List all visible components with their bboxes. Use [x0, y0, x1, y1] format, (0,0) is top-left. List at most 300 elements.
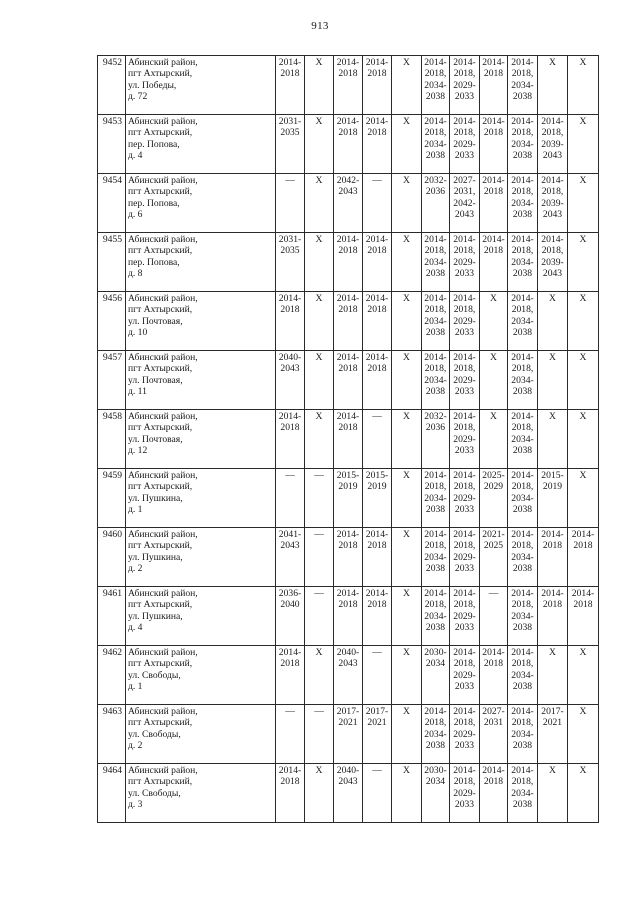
period-cell-6 [422, 410, 450, 469]
period-cell-4 [363, 410, 392, 469]
address-line: Абинский район, [128, 57, 198, 68]
row-number-cell: 9461 [98, 587, 126, 646]
address-line: Абинский район, [128, 293, 198, 304]
cell-line: 2018, [453, 245, 476, 257]
period-cell-4 [363, 764, 392, 823]
cell-line: 2041- [278, 529, 302, 540]
cell-line: 2019 [367, 481, 387, 493]
period-cell-3 [334, 764, 363, 823]
period-cell-9 [508, 469, 538, 528]
period-cell-4 [363, 587, 392, 646]
cell-line: 2031, [453, 186, 476, 198]
cell-line: 2018 [483, 658, 504, 670]
period-cell-8 [480, 233, 508, 292]
period-cell-1 [276, 174, 305, 233]
table-row [98, 646, 599, 705]
cell-line: X [579, 411, 587, 422]
period-cell-11 [568, 410, 599, 469]
cell-line: 2018, [424, 540, 447, 552]
period-cell-2 [305, 292, 334, 351]
cell-line: 2014- [336, 588, 360, 599]
table-row [98, 115, 599, 174]
cell-line: 2038 [512, 327, 533, 339]
cell-line: 2029- [453, 315, 476, 327]
cell-line: 2018, [511, 481, 534, 493]
cell-line: 2038 [425, 386, 446, 398]
period-cell-5 [392, 469, 422, 528]
cell-line: 2033 [454, 445, 475, 457]
cell-line: 2038 [425, 622, 446, 634]
cell-line: 2018, [453, 599, 476, 611]
cell-line: 2034- [424, 374, 447, 386]
period-cell-8 [480, 174, 508, 233]
period-cell-2 [305, 56, 334, 115]
period-cell-10 [538, 646, 568, 705]
cell-line: 2018 [367, 68, 387, 80]
cell-line: 2014- [511, 116, 534, 127]
address-line: ул. Победы, [128, 79, 177, 91]
cell-line: 2029- [453, 551, 476, 563]
cell-line: 2014- [365, 116, 389, 127]
cell-line: 2014- [365, 57, 389, 68]
cell-line: 2014- [541, 588, 564, 599]
cell-line: 2018 [367, 127, 387, 139]
period-cell-7 [450, 174, 480, 233]
period-cell-2 [305, 528, 334, 587]
cell-line: 2033 [454, 327, 475, 339]
cell-line: 2014- [424, 352, 447, 363]
cell-line: 2014- [336, 116, 360, 127]
period-cell-10 [538, 174, 568, 233]
period-cell-5 [392, 410, 422, 469]
period-cell-1 [276, 587, 305, 646]
cell-line: X [315, 411, 323, 422]
address-line: д. 1 [128, 681, 143, 693]
cell-line: 2014- [336, 529, 360, 540]
period-cell-3 [334, 174, 363, 233]
cell-line: 2038 [512, 209, 533, 221]
period-cell-2 [305, 646, 334, 705]
period-cell-8 [480, 410, 508, 469]
cell-line: 2018, [453, 540, 476, 552]
cell-line: 2029- [453, 787, 476, 799]
period-cell-6 [422, 705, 450, 764]
address-line: пгт Ахтырский, [128, 599, 193, 611]
address-line: ул. Свободы, [128, 669, 181, 681]
cell-line: 2018, [511, 540, 534, 552]
cell-line: 2018, [511, 422, 534, 434]
period-cell-6 [422, 56, 450, 115]
cell-line: X [403, 588, 410, 599]
cell-line: 2034- [511, 728, 534, 740]
cell-line: X [549, 647, 556, 658]
cell-line: 2018 [280, 422, 300, 434]
cell-line: X [579, 293, 587, 304]
period-cell-1 [276, 351, 305, 410]
period-cell-7 [450, 705, 480, 764]
period-cell-6 [422, 233, 450, 292]
address-line: пгт Ахтырский, [128, 68, 193, 80]
cell-line: 2018 [280, 776, 300, 788]
period-cell-8 [480, 646, 508, 705]
period-cell-9 [508, 292, 538, 351]
cell-line: 2038 [425, 327, 446, 339]
period-cell-10 [538, 587, 568, 646]
cell-line: 2038 [512, 740, 533, 752]
period-cell-4 [363, 115, 392, 174]
period-cell-11 [568, 292, 599, 351]
cell-line: 2036 [425, 186, 446, 198]
cell-line: — [372, 765, 382, 776]
cell-line: 2038 [512, 799, 533, 811]
cell-line: 2043 [280, 540, 300, 552]
cell-line: 2027- [482, 706, 505, 717]
period-cell-6 [422, 351, 450, 410]
cell-line: 2029- [453, 374, 476, 386]
period-cell-9 [508, 646, 538, 705]
period-cell-1 [276, 528, 305, 587]
period-cell-5 [392, 174, 422, 233]
table-row [98, 528, 599, 587]
address-line: д. 12 [128, 445, 148, 457]
cell-line: 2043 [338, 776, 358, 788]
cell-line: 2018 [483, 186, 504, 198]
cell-line: 2018 [367, 599, 387, 611]
address-cell [126, 705, 276, 764]
cell-line: X [403, 116, 410, 127]
cell-line: 2017- [336, 706, 360, 717]
cell-line: 2031- [278, 234, 302, 245]
cell-line: 2033 [454, 504, 475, 516]
address-line: пер. Попова, [128, 256, 180, 268]
cell-line: 2014- [511, 470, 534, 481]
cell-line: 2014- [511, 234, 534, 245]
row-number-cell: 9454 [98, 174, 126, 233]
period-cell-7 [450, 764, 480, 823]
cell-line: 2014- [453, 529, 476, 540]
period-cell-5 [392, 115, 422, 174]
cell-line: 2018 [338, 245, 358, 257]
period-cell-5 [392, 587, 422, 646]
address-cell [126, 56, 276, 115]
cell-line: 2014- [571, 529, 595, 540]
cell-line: X [315, 293, 323, 304]
period-cell-1 [276, 56, 305, 115]
period-cell-11 [568, 174, 599, 233]
cell-line: 2014- [453, 293, 476, 304]
cell-line: 2034- [424, 315, 447, 327]
period-cell-11 [568, 351, 599, 410]
period-cell-7 [450, 528, 480, 587]
cell-line: 2034- [511, 374, 534, 386]
cell-line: X [403, 470, 410, 481]
cell-line: 2018, [511, 776, 534, 788]
address-line: пгт Ахтырский, [128, 127, 193, 139]
cell-line: 2034- [511, 256, 534, 268]
period-cell-2 [305, 351, 334, 410]
period-cell-9 [508, 115, 538, 174]
address-cell [126, 469, 276, 528]
period-cell-4 [363, 292, 392, 351]
table-row [98, 705, 599, 764]
period-cell-7 [450, 351, 480, 410]
cell-line: 2038 [512, 91, 533, 103]
cell-line: 2017- [365, 706, 389, 717]
period-cell-8 [480, 115, 508, 174]
cell-line: 2015- [541, 470, 564, 481]
cell-line: 2014- [453, 411, 476, 422]
cell-line: X [579, 116, 587, 127]
cell-line: 2018 [338, 68, 358, 80]
cell-line: 2039- [541, 138, 564, 150]
cell-line: X [490, 352, 497, 363]
period-cell-2 [305, 764, 334, 823]
cell-line: 2040- [336, 647, 360, 658]
period-cell-8 [480, 292, 508, 351]
cell-line: 2014- [336, 411, 360, 422]
period-cell-3 [334, 292, 363, 351]
cell-line: X [579, 234, 587, 245]
cell-line: X [549, 57, 556, 68]
cell-line: X [549, 352, 556, 363]
address-line: Абинский район, [128, 234, 198, 245]
period-cell-8 [480, 587, 508, 646]
cell-line: 2029- [453, 79, 476, 91]
cell-line: 2030- [424, 647, 447, 658]
period-cell-7 [450, 115, 480, 174]
cell-line: X [315, 352, 323, 363]
address-cell [126, 233, 276, 292]
cell-line: 2018, [511, 304, 534, 316]
period-cell-9 [508, 764, 538, 823]
cell-line: X [549, 293, 556, 304]
cell-line: 2014- [511, 588, 534, 599]
cell-line: 2032- [424, 175, 447, 186]
address-line: Абинский район, [128, 352, 198, 363]
period-cell-7 [450, 410, 480, 469]
cell-line: 2029- [453, 138, 476, 150]
cell-line: 2038 [512, 268, 533, 280]
cell-line: 2014- [424, 706, 447, 717]
cell-line: 2018 [338, 363, 358, 375]
cell-line: 2035 [280, 245, 300, 257]
address-line: пгт Ахтырский, [128, 658, 193, 670]
cell-line: 2018, [541, 186, 564, 198]
cell-line: X [315, 175, 323, 186]
period-cell-7 [450, 646, 480, 705]
cell-line: 2034 [425, 658, 446, 670]
cell-line: 2021 [338, 717, 358, 729]
period-cell-10 [538, 528, 568, 587]
period-cell-11 [568, 56, 599, 115]
cell-line: — [314, 470, 324, 481]
cell-line: 2043 [542, 209, 563, 221]
cell-line: 2014- [453, 234, 476, 245]
cell-line: 2034- [424, 79, 447, 91]
cell-line: 2039- [541, 197, 564, 209]
table-row [98, 174, 599, 233]
cell-line: 2043 [280, 363, 300, 375]
cell-line: 2014- [424, 470, 447, 481]
period-cell-3 [334, 233, 363, 292]
address-line: ул. Пушкина, [128, 551, 183, 563]
period-cell-4 [363, 646, 392, 705]
period-cell-10 [538, 292, 568, 351]
cell-line: 2014- [541, 234, 564, 245]
cell-line: 2040- [278, 352, 302, 363]
cell-line: X [579, 765, 587, 776]
period-cell-10 [538, 410, 568, 469]
cell-line: 2014- [365, 293, 389, 304]
registry-table [97, 55, 599, 823]
row-number-cell: 9458 [98, 410, 126, 469]
period-cell-9 [508, 410, 538, 469]
cell-line: 2018, [511, 186, 534, 198]
period-cell-5 [392, 705, 422, 764]
cell-line: 2025 [483, 540, 504, 552]
period-cell-10 [538, 469, 568, 528]
cell-line: 2014- [482, 647, 505, 658]
cell-line: X [403, 352, 410, 363]
address-line: пер. Попова, [128, 197, 180, 209]
cell-line: 2033 [454, 799, 475, 811]
cell-line: 2014- [511, 529, 534, 540]
cell-line: X [315, 765, 323, 776]
address-line: д. 1 [128, 504, 143, 516]
cell-line: 2014- [511, 352, 534, 363]
cell-line: 2018 [280, 68, 300, 80]
cell-line: 2018, [424, 245, 447, 257]
cell-line: — [314, 529, 324, 540]
cell-line: 2018 [338, 127, 358, 139]
cell-line: 2018, [424, 717, 447, 729]
cell-line: 2014- [336, 293, 360, 304]
address-line: пер. Попова, [128, 138, 180, 150]
address-line: ул. Пушкина, [128, 610, 183, 622]
period-cell-1 [276, 705, 305, 764]
cell-line: X [315, 57, 323, 68]
cell-line: 2014- [424, 234, 447, 245]
cell-line: 2014- [278, 57, 302, 68]
cell-line: 2014- [365, 529, 389, 540]
cell-line: 2033 [454, 91, 475, 103]
cell-line: 2025- [482, 470, 505, 481]
table-row [98, 233, 599, 292]
cell-line: 2036- [278, 588, 302, 599]
cell-line: X [403, 765, 410, 776]
cell-line: 2018, [453, 717, 476, 729]
address-cell [126, 292, 276, 351]
cell-line: 2018 [483, 245, 504, 257]
cell-line: 2031 [483, 717, 504, 729]
period-cell-9 [508, 174, 538, 233]
period-cell-4 [363, 174, 392, 233]
period-cell-3 [334, 587, 363, 646]
cell-line: 2014- [453, 116, 476, 127]
period-cell-1 [276, 292, 305, 351]
cell-line: 2034- [424, 256, 447, 268]
period-cell-3 [334, 528, 363, 587]
cell-line: 2014- [482, 116, 505, 127]
cell-line: 2014- [453, 706, 476, 717]
period-cell-7 [450, 587, 480, 646]
period-cell-10 [538, 764, 568, 823]
cell-line: X [579, 647, 587, 658]
cell-line: 2014- [453, 470, 476, 481]
address-line: Абинский район, [128, 765, 198, 776]
cell-line: 2042- [453, 197, 476, 209]
cell-line: 2018, [511, 245, 534, 257]
period-cell-2 [305, 174, 334, 233]
address-cell [126, 764, 276, 823]
row-number-cell: 9456 [98, 292, 126, 351]
cell-line: 2039- [541, 256, 564, 268]
cell-line: 2029- [453, 256, 476, 268]
period-cell-9 [508, 351, 538, 410]
cell-line: 2033 [454, 681, 475, 693]
address-cell [126, 115, 276, 174]
cell-line: 2018 [367, 304, 387, 316]
address-line: пгт Ахтырский, [128, 304, 193, 316]
table-row [98, 410, 599, 469]
cell-line: 2014- [278, 647, 302, 658]
cell-line: X [579, 175, 587, 186]
cell-line: 2018 [367, 540, 387, 552]
cell-line: 2038 [512, 622, 533, 634]
cell-line: 2018, [424, 363, 447, 375]
period-cell-10 [538, 115, 568, 174]
cell-line: 2017- [541, 706, 564, 717]
cell-line: 2040- [336, 765, 360, 776]
cell-line: 2031- [278, 116, 302, 127]
cell-line: X [579, 706, 587, 717]
cell-line: 2014- [511, 57, 534, 68]
period-cell-4 [363, 351, 392, 410]
cell-line: 2014- [482, 57, 505, 68]
cell-line: X [403, 706, 410, 717]
cell-line: 2014- [571, 588, 595, 599]
cell-line: 2034- [511, 315, 534, 327]
cell-line: 2014- [541, 175, 564, 186]
cell-line: 2034- [511, 492, 534, 504]
cell-line: 2018, [453, 481, 476, 493]
cell-line: 2040 [280, 599, 300, 611]
period-cell-3 [334, 469, 363, 528]
cell-line: 2014- [336, 352, 360, 363]
cell-line: 2014- [511, 765, 534, 776]
address-line: д. 72 [128, 91, 148, 103]
cell-line: — [285, 175, 295, 186]
cell-line: 2014- [278, 293, 302, 304]
cell-line: X [403, 293, 410, 304]
cell-line: 2033 [454, 563, 475, 575]
period-cell-2 [305, 233, 334, 292]
cell-line: 2014- [336, 234, 360, 245]
period-cell-3 [334, 646, 363, 705]
cell-line: 2018, [511, 599, 534, 611]
cell-line: 2014- [482, 175, 505, 186]
period-cell-1 [276, 469, 305, 528]
period-cell-3 [334, 705, 363, 764]
cell-line: 2019 [338, 481, 358, 493]
page-number: 913 [311, 20, 329, 32]
cell-line: 2018 [573, 540, 593, 552]
cell-line: 2018, [424, 481, 447, 493]
cell-line: 2034- [511, 138, 534, 150]
cell-line: 2034- [511, 433, 534, 445]
cell-line: 2038 [512, 504, 533, 516]
row-number-cell: 9462 [98, 646, 126, 705]
